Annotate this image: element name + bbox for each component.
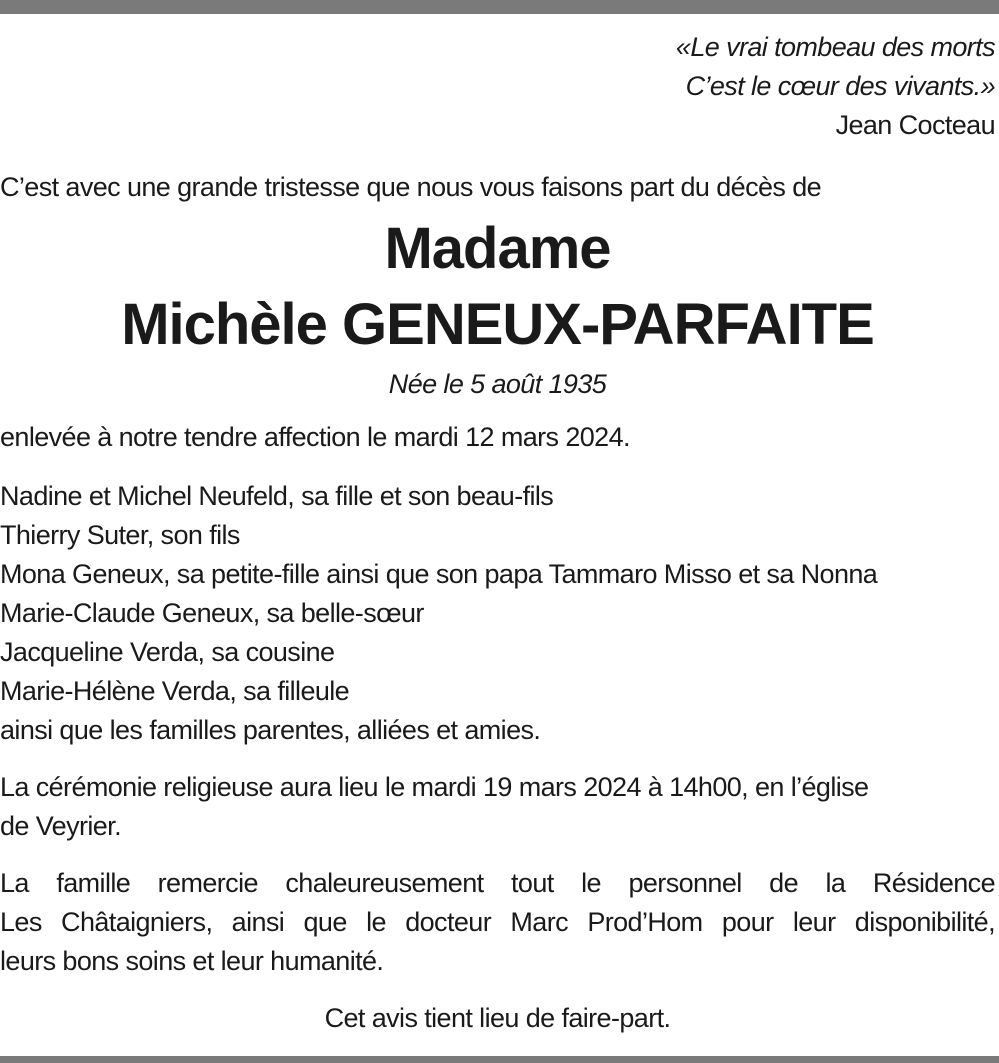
thanks-line-2: Les Châtaigniers, ainsi que le docteur Marc Prod’Hom pour leur disponibilité, [0,907,995,937]
family-member: Marie-Hélène Verda, sa filleule [0,676,350,706]
quote-line-2: C’est le cœur des vivants.» [685,71,995,101]
bottom-divider [0,1056,999,1063]
death-date-line: enlevée à notre tendre affection le mardi 12 mars 2024. [0,422,630,452]
family-member: Nadine et Michel Neufeld, sa fille et son beau-fils [0,481,554,511]
quote-line-1: «Le vrai tombeau des morts [675,32,995,62]
family-member: Jacqueline Verda, sa cousine [0,637,335,667]
family-member: Thierry Suter, son fils [0,520,240,550]
closing-note: Cet avis tient lieu de faire-part. [324,1003,671,1033]
deceased-title: Madame [384,216,611,281]
birth-date: Née le 5 août 1935 [388,369,607,399]
family-member: Marie-Claude Geneux, sa belle-sœur [0,598,424,628]
announcement-intro: C’est avec une grande tristesse que nous vous faisons part du décès de [0,172,822,202]
deceased-name: Michèle GENEUX-PARFAITE [121,292,874,357]
obituary-notice [0,22,995,1038]
family-member: ainsi que les familles parentes, alliées et amies. [0,715,541,745]
thanks-line-1: La famille remercie chaleureusement tout le personnel de la Résidence [0,868,995,898]
ceremony-line-2: de Veyrier. [0,811,121,841]
family-list [0,477,995,750]
ceremony-line-1: La cérémonie religieuse aura lieu le mardi 19 mars 2024 à 14h00, en l’église [0,772,869,802]
ceremony-paragraph [0,768,995,846]
top-divider [0,0,999,14]
epigraph-quote [0,28,995,106]
thanks-paragraph [0,864,995,981]
family-member: Mona Geneux, sa petite-fille ainsi que son papa Tammaro Misso et sa Nonna [0,559,878,589]
deceased-name-block [0,211,995,363]
quote-author: Jean Cocteau [835,110,995,140]
thanks-line-3: leurs bons soins et leur humanité. [0,946,384,976]
